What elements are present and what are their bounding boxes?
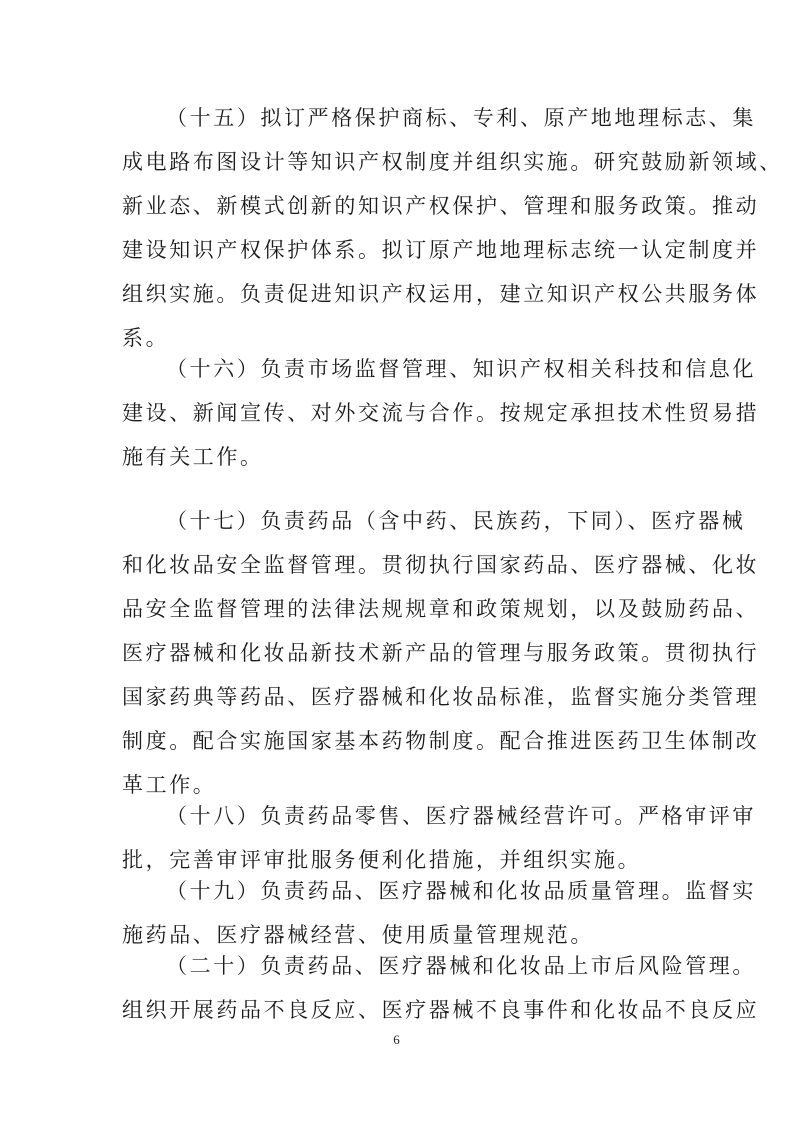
- paragraph-17-line-5: 国家药典等药品、医疗器械和化妆品标准，监督实施分类管理: [122, 685, 760, 709]
- paragraph-19-line-1: （十九）负责药品、医疗器械和化妆品质量管理。监督实: [166, 879, 756, 903]
- paragraph-15-line-1: （十五）拟订严格保护商标、专利、原产地地理标志、集: [166, 106, 756, 130]
- paragraph-15-line-5: 组织实施。负责促进知识产权运用，建立知识产权公共服务体: [122, 282, 760, 306]
- paragraph-17-line-7: 革工作。: [122, 773, 217, 797]
- paragraph-17-line-6: 制度。配合实施国家基本药物制度。配合推进医药卫生体制改: [122, 729, 760, 753]
- paragraph-18-line-2: 批，完善审评审批服务便利化措施，并组织实施。: [122, 848, 642, 872]
- paragraph-16-line-1: （十六）负责市场监督管理、知识产权相关科技和信息化: [166, 357, 756, 381]
- paragraph-20-line-2: 组织开展药品不良反应、医疗器械不良事件和化妆品不良反应: [122, 998, 760, 1022]
- paragraph-16-line-2: 建设、新闻宣传、对外交流与合作。按规定承担技术性贸易措: [122, 401, 760, 425]
- paragraph-15-line-3: 新业态、新模式创新的知识产权保护、管理和服务政策。推动: [122, 194, 760, 218]
- paragraph-15-line-2: 成电路布图设计等知识产权制度并组织实施。研究鼓励新领域、: [122, 150, 783, 174]
- paragraph-17-line-3: 品安全监督管理的法律法规规章和政策规划，以及鼓励药品、: [122, 597, 760, 621]
- paragraph-17-line-4: 医疗器械和化妆品新技术新产品的管理与服务政策。贯彻执行: [122, 641, 760, 665]
- paragraph-20-line-1: （二十）负责药品、医疗器械和化妆品上市后风险管理。: [166, 954, 756, 978]
- paragraph-18-line-1: （十八）负责药品零售、医疗器械经营许可。严格审评审: [166, 804, 756, 828]
- page-number: 6: [393, 1032, 400, 1047]
- paragraph-17-line-1: （十七）负责药品（含中药、民族药，下同）、医疗器械: [166, 509, 746, 533]
- paragraph-17-line-2: 和化妆品安全监督管理。贯彻执行国家药品、医疗器械、化妆: [122, 553, 760, 577]
- paragraph-15-line-4: 建设知识产权保护体系。拟订原产地地理标志统一认定制度并: [122, 238, 760, 262]
- paragraph-15-line-6: 系。: [122, 326, 170, 350]
- paragraph-16-line-3: 施有关工作。: [122, 445, 264, 469]
- paragraph-19-line-2: 施药品、医疗器械经营、使用质量管理规范。: [122, 923, 594, 947]
